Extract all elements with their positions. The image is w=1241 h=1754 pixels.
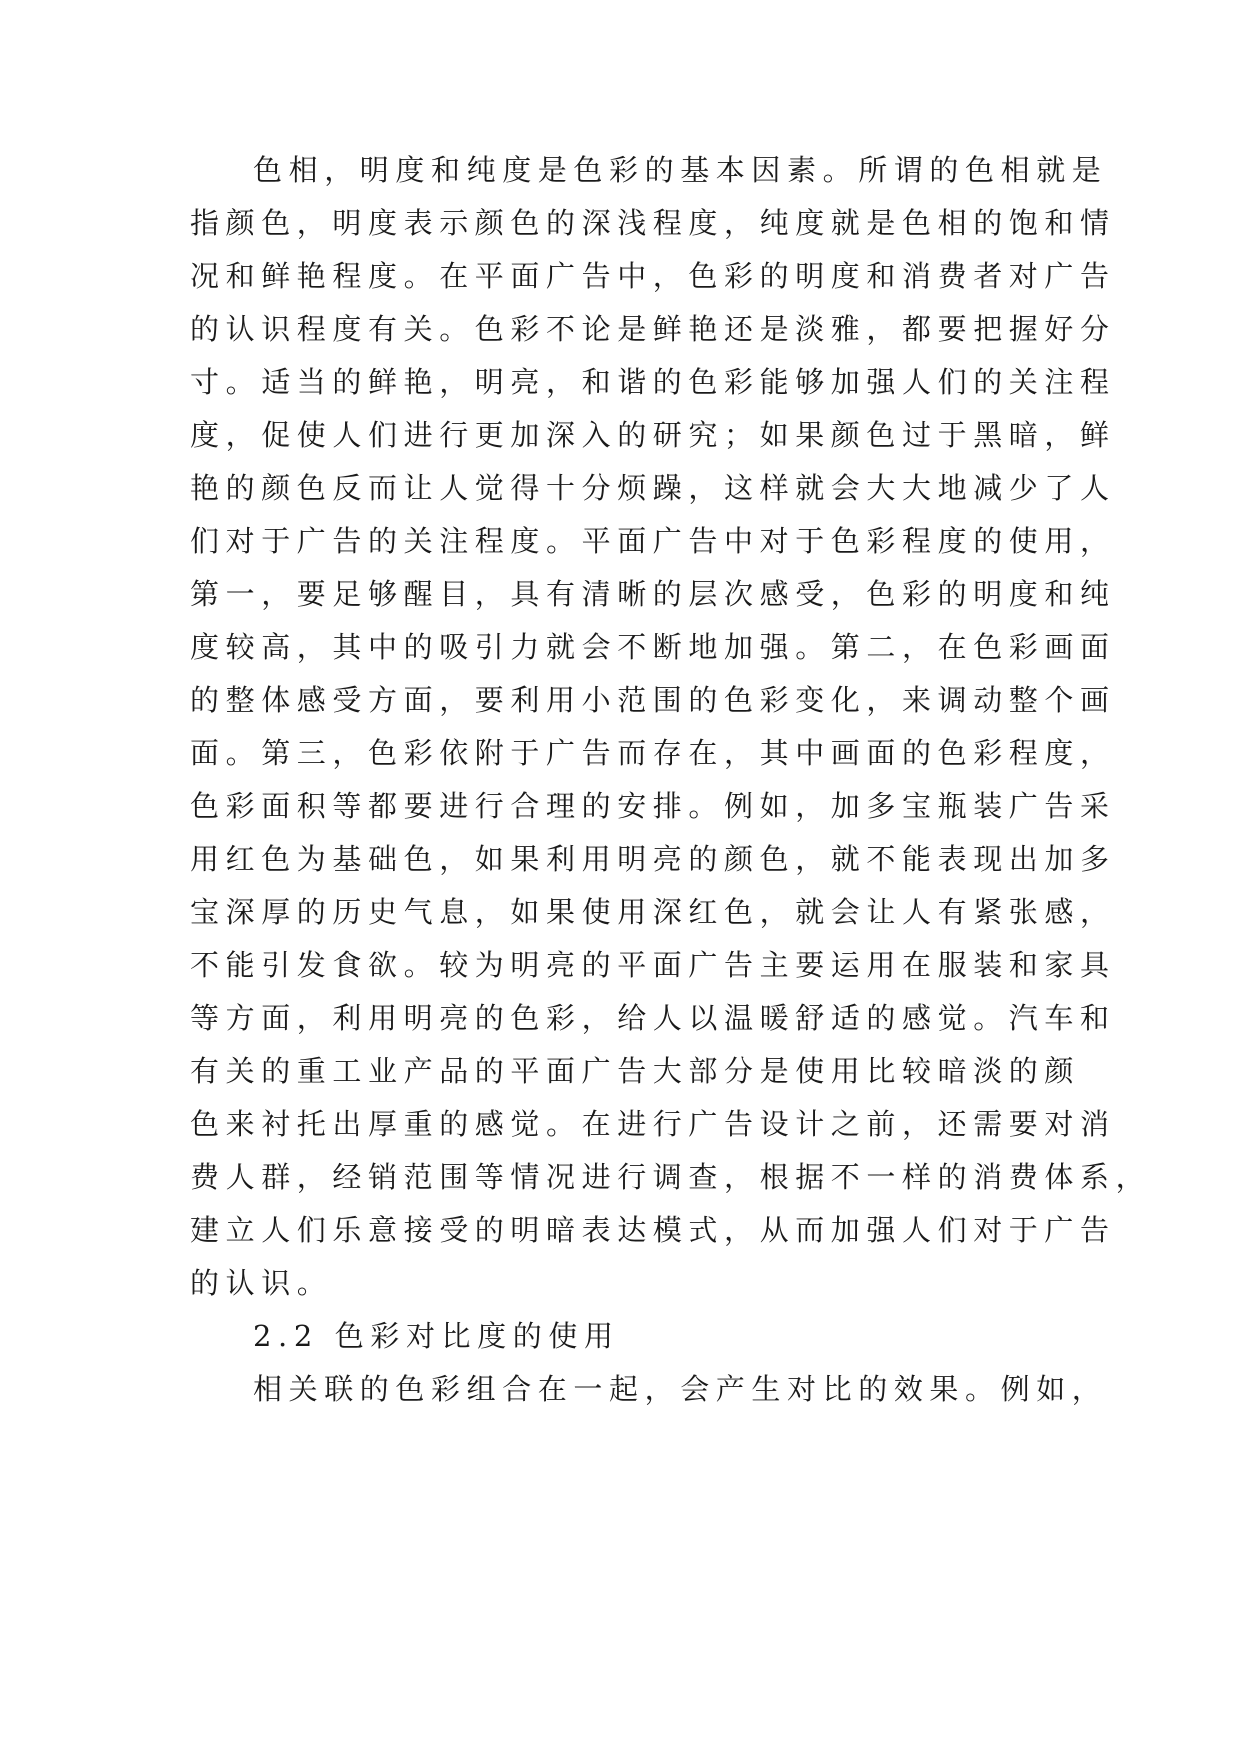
- text-line: 的认识程度有关。色彩不论是鲜艳还是淡雅，都要把握好分: [190, 312, 1116, 346]
- text-line: 不能引发食欲。较为明亮的平面广告主要运用在服装和家具: [190, 948, 1116, 982]
- text-line: 第一，要足够醒目，具有清晰的层次感受，色彩的明度和纯: [190, 577, 1116, 611]
- text-line: 色来衬托出厚重的感觉。在进行广告设计之前，还需要对消: [190, 1107, 1116, 1141]
- text-line: 面。第三，色彩依附于广告而存在，其中画面的色彩程度，: [190, 736, 1116, 770]
- text-line: 度，促使人们进行更加深入的研究；如果颜色过于黑暗，鲜: [190, 418, 1116, 452]
- text-line: 用红色为基础色，如果利用明亮的颜色，就不能表现出加多: [190, 842, 1116, 876]
- section-heading: 2.2 色彩对比度的使用: [253, 1319, 620, 1353]
- text-line: 艳的颜色反而让人觉得十分烦躁，这样就会大大地减少了人: [190, 471, 1116, 505]
- text-line: 况和鲜艳程度。在平面广告中，色彩的明度和消费者对广告: [190, 259, 1116, 293]
- text-line: 色彩面积等都要进行合理的安排。例如，加多宝瓶装广告采: [190, 789, 1116, 823]
- text-line: 费人群，经销范围等情况进行调查，根据不一样的消费体系，: [190, 1160, 1152, 1194]
- text-line: 建立人们乐意接受的明暗表达模式，从而加强人们对于广告: [190, 1213, 1116, 1247]
- text-line: 色相，明度和纯度是色彩的基本因素。所谓的色相就是: [253, 153, 1108, 187]
- text-line: 的整体感受方面，要利用小范围的色彩变化，来调动整个画: [190, 683, 1116, 717]
- text-line: 的认识。: [190, 1266, 333, 1300]
- text-line: 相关联的色彩组合在一起，会产生对比的效果。例如，: [253, 1372, 1108, 1406]
- text-line: 度较高，其中的吸引力就会不断地加强。第二，在色彩画面: [190, 630, 1116, 664]
- text-line: 有关的重工业产品的平面广告大部分是使用比较暗淡的颜: [190, 1054, 1081, 1088]
- text-line: 等方面，利用明亮的色彩，给人以温暖舒适的感觉。汽车和: [190, 1001, 1116, 1035]
- text-line: 们对于广告的关注程度。平面广告中对于色彩程度的使用，: [190, 524, 1116, 558]
- text-line: 指颜色，明度表示颜色的深浅程度，纯度就是色相的饱和情: [190, 206, 1116, 240]
- text-line: 寸。适当的鲜艳，明亮，和谐的色彩能够加强人们的关注程: [190, 365, 1116, 399]
- text-line: 宝深厚的历史气息，如果使用深红色，就会让人有紧张感，: [190, 895, 1116, 929]
